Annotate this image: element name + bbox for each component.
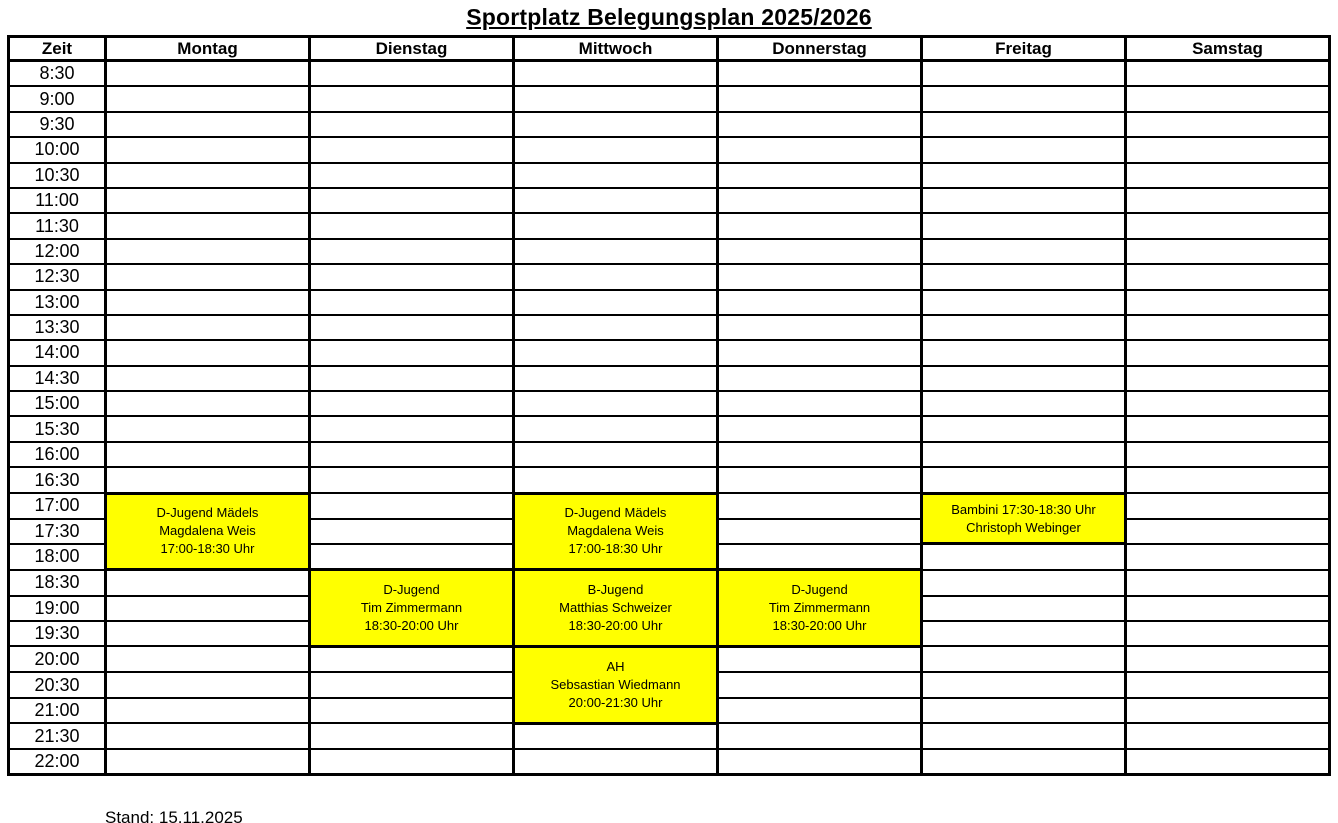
empty-slot-cell (514, 723, 718, 749)
empty-slot-cell (1126, 698, 1330, 723)
header-row (9, 37, 1330, 61)
empty-slot-cell (718, 86, 922, 111)
empty-slot-cell (106, 61, 310, 87)
booking-cell (514, 570, 718, 647)
empty-slot-cell (922, 137, 1126, 162)
empty-slot-cell (718, 544, 922, 570)
empty-slot-cell (106, 646, 310, 672)
time-cell: 9:00 (9, 86, 106, 111)
empty-slot-cell (1126, 646, 1330, 672)
empty-slot-cell (1126, 213, 1330, 238)
time-cell: 20:00 (9, 646, 106, 672)
empty-slot-cell (514, 163, 718, 188)
empty-slot-cell (922, 213, 1126, 238)
empty-slot-cell (106, 467, 310, 493)
time-cell: 16:30 (9, 467, 106, 493)
empty-slot-cell (1126, 672, 1330, 697)
empty-slot-cell (310, 188, 514, 213)
time-cell: 22:00 (9, 749, 106, 775)
empty-slot-cell (922, 570, 1126, 596)
booking-line: Tim Zimmermann (768, 600, 871, 616)
empty-slot-cell (718, 646, 922, 672)
booking-line: Bambini 17:30-18:30 Uhr (951, 501, 1096, 517)
empty-slot-cell (310, 519, 514, 544)
time-cell: 19:30 (9, 621, 106, 646)
time-row (9, 340, 1330, 365)
time-row (9, 391, 1330, 416)
empty-slot-cell (514, 290, 718, 315)
empty-slot-cell (1126, 188, 1330, 213)
empty-slot-cell (514, 239, 718, 264)
time-cell: 12:30 (9, 264, 106, 289)
empty-slot-cell (922, 264, 1126, 289)
booking-line: B-Jugend (587, 582, 644, 598)
empty-slot-cell (1126, 519, 1330, 544)
time-row (9, 137, 1330, 162)
empty-slot-cell (922, 723, 1126, 749)
empty-slot-cell (1126, 366, 1330, 391)
header-cell-zeit: Zeit (9, 37, 106, 61)
empty-slot-cell (310, 698, 514, 723)
time-row (9, 61, 1330, 87)
header-cell-samstag: Samstag (1126, 37, 1330, 61)
empty-slot-cell (718, 188, 922, 213)
empty-slot-cell (514, 416, 718, 441)
empty-slot-cell (922, 61, 1126, 87)
empty-slot-cell (718, 493, 922, 518)
empty-slot-cell (310, 213, 514, 238)
empty-slot-cell (922, 621, 1126, 646)
page-title: Sportplatz Belegungsplan 2025/2026 (466, 4, 872, 30)
booking-line: Magdalena Weis (159, 523, 256, 539)
empty-slot-cell (514, 391, 718, 416)
booking-line: 20:00-21:30 Uhr (568, 694, 663, 710)
empty-slot-cell (718, 391, 922, 416)
empty-slot-cell (1126, 290, 1330, 315)
time-cell: 13:00 (9, 290, 106, 315)
empty-slot-cell (106, 340, 310, 365)
empty-slot-cell (922, 467, 1126, 493)
empty-slot-cell (310, 442, 514, 467)
time-cell: 15:00 (9, 391, 106, 416)
empty-slot-cell (1126, 340, 1330, 365)
empty-slot-cell (922, 544, 1126, 570)
empty-slot-cell (922, 86, 1126, 111)
empty-slot-cell (106, 264, 310, 289)
time-cell: 13:30 (9, 315, 106, 340)
header-cell-donnerstag: Donnerstag (718, 37, 922, 61)
empty-slot-cell (718, 264, 922, 289)
empty-slot-cell (514, 467, 718, 493)
empty-slot-cell (310, 493, 514, 518)
booking-line: 18:30-20:00 Uhr (772, 618, 867, 634)
empty-slot-cell (514, 749, 718, 775)
time-cell: 17:00 (9, 493, 106, 518)
booking-cell (718, 570, 922, 647)
empty-slot-cell (106, 112, 310, 137)
time-row (9, 290, 1330, 315)
empty-slot-cell (718, 163, 922, 188)
empty-slot-cell (1126, 86, 1330, 111)
empty-slot-cell (718, 442, 922, 467)
empty-slot-cell (514, 188, 718, 213)
empty-slot-cell (106, 290, 310, 315)
empty-slot-cell (106, 315, 310, 340)
empty-slot-cell (310, 239, 514, 264)
empty-slot-cell (1126, 163, 1330, 188)
empty-slot-cell (1126, 239, 1330, 264)
empty-slot-cell (514, 86, 718, 111)
empty-slot-cell (922, 366, 1126, 391)
empty-slot-cell (310, 366, 514, 391)
booking-line: 18:30-20:00 Uhr (568, 618, 663, 634)
empty-slot-cell (922, 416, 1126, 441)
empty-slot-cell (106, 213, 310, 238)
empty-slot-cell (310, 391, 514, 416)
empty-slot-cell (1126, 749, 1330, 775)
empty-slot-cell (1126, 137, 1330, 162)
time-cell: 21:30 (9, 723, 106, 749)
empty-slot-cell (718, 672, 922, 697)
time-cell: 12:00 (9, 239, 106, 264)
empty-slot-cell (718, 239, 922, 264)
empty-slot-cell (106, 698, 310, 723)
empty-slot-cell (1126, 416, 1330, 441)
time-cell: 9:30 (9, 112, 106, 137)
time-row (9, 749, 1330, 775)
empty-slot-cell (310, 86, 514, 111)
booking-cell (514, 493, 718, 570)
time-cell: 8:30 (9, 61, 106, 87)
booking-cell (310, 570, 514, 647)
time-row (9, 493, 1330, 518)
empty-slot-cell (106, 239, 310, 264)
empty-slot-cell (514, 366, 718, 391)
time-row (9, 239, 1330, 264)
empty-slot-cell (718, 749, 922, 775)
empty-slot-cell (106, 391, 310, 416)
empty-slot-cell (1126, 112, 1330, 137)
empty-slot-cell (718, 366, 922, 391)
empty-slot-cell (922, 188, 1126, 213)
time-cell: 18:30 (9, 570, 106, 596)
empty-slot-cell (718, 137, 922, 162)
time-cell: 11:00 (9, 188, 106, 213)
empty-slot-cell (922, 698, 1126, 723)
empty-slot-cell (922, 442, 1126, 467)
empty-slot-cell (718, 467, 922, 493)
empty-slot-cell (922, 290, 1126, 315)
empty-slot-cell (310, 544, 514, 570)
time-row (9, 264, 1330, 289)
empty-slot-cell (310, 646, 514, 672)
empty-slot-cell (1126, 264, 1330, 289)
empty-slot-cell (514, 315, 718, 340)
time-cell: 14:00 (9, 340, 106, 365)
time-cell: 10:30 (9, 163, 106, 188)
booking-line: 17:00-18:30 Uhr (160, 541, 255, 557)
empty-slot-cell (310, 137, 514, 162)
booking-line: Tim Zimmermann (360, 600, 463, 616)
empty-slot-cell (1126, 61, 1330, 87)
empty-slot-cell (922, 596, 1126, 621)
empty-slot-cell (106, 596, 310, 621)
empty-slot-cell (310, 749, 514, 775)
empty-slot-cell (718, 340, 922, 365)
empty-slot-cell (1126, 544, 1330, 570)
time-row (9, 315, 1330, 340)
empty-slot-cell (514, 340, 718, 365)
time-row (9, 416, 1330, 441)
empty-slot-cell (922, 112, 1126, 137)
time-cell: 10:00 (9, 137, 106, 162)
booking-line: D-Jugend Mädels (564, 505, 667, 521)
empty-slot-cell (310, 264, 514, 289)
time-cell: 21:00 (9, 698, 106, 723)
empty-slot-cell (106, 137, 310, 162)
time-cell: 11:30 (9, 213, 106, 238)
empty-slot-cell (718, 519, 922, 544)
empty-slot-cell (1126, 570, 1330, 596)
time-row (9, 366, 1330, 391)
header-cell-montag: Montag (106, 37, 310, 61)
empty-slot-cell (310, 290, 514, 315)
schedule-table (7, 35, 1331, 776)
time-row (9, 646, 1330, 672)
empty-slot-cell (106, 621, 310, 646)
schedule-header (9, 37, 1330, 61)
empty-slot-cell (310, 467, 514, 493)
schedule-body (9, 61, 1330, 775)
time-row (9, 188, 1330, 213)
empty-slot-cell (514, 112, 718, 137)
empty-slot-cell (514, 442, 718, 467)
empty-slot-cell (922, 672, 1126, 697)
empty-slot-cell (718, 112, 922, 137)
empty-slot-cell (310, 416, 514, 441)
empty-slot-cell (922, 391, 1126, 416)
empty-slot-cell (922, 163, 1126, 188)
empty-slot-cell (1126, 493, 1330, 518)
empty-slot-cell (106, 442, 310, 467)
booking-line: Magdalena Weis (567, 523, 664, 539)
empty-slot-cell (1126, 315, 1330, 340)
booking-line: AH (606, 658, 625, 674)
empty-slot-cell (718, 290, 922, 315)
empty-slot-cell (718, 698, 922, 723)
booking-line: Sebsastian Wiedmann (550, 676, 681, 692)
time-row (9, 570, 1330, 596)
empty-slot-cell (1126, 391, 1330, 416)
time-cell: 17:30 (9, 519, 106, 544)
empty-slot-cell (310, 723, 514, 749)
booking-line: D-Jugend Mädels (156, 505, 259, 521)
empty-slot-cell (514, 264, 718, 289)
time-row (9, 442, 1330, 467)
empty-slot-cell (718, 315, 922, 340)
booking-line: 17:00-18:30 Uhr (568, 541, 663, 557)
empty-slot-cell (718, 416, 922, 441)
empty-slot-cell (514, 61, 718, 87)
empty-slot-cell (1126, 596, 1330, 621)
empty-slot-cell (106, 749, 310, 775)
header-cell-dienstag: Dienstag (310, 37, 514, 61)
empty-slot-cell (1126, 723, 1330, 749)
booking-cell (922, 493, 1126, 544)
empty-slot-cell (310, 112, 514, 137)
booking-cell (106, 493, 310, 570)
empty-slot-cell (514, 137, 718, 162)
empty-slot-cell (922, 239, 1126, 264)
time-cell: 16:00 (9, 442, 106, 467)
time-cell: 19:00 (9, 596, 106, 621)
empty-slot-cell (1126, 442, 1330, 467)
empty-slot-cell (310, 340, 514, 365)
time-cell: 20:30 (9, 672, 106, 697)
time-cell: 15:30 (9, 416, 106, 441)
empty-slot-cell (922, 646, 1126, 672)
stand-date: Stand: 15.11.2025 (105, 808, 243, 823)
time-row (9, 163, 1330, 188)
time-row (9, 86, 1330, 111)
empty-slot-cell (310, 61, 514, 87)
empty-slot-cell (1126, 621, 1330, 646)
booking-line: D-Jugend (791, 582, 848, 598)
empty-slot-cell (106, 416, 310, 441)
time-cell: 14:30 (9, 366, 106, 391)
header-cell-freitag: Freitag (922, 37, 1126, 61)
booking-cell (514, 646, 718, 723)
time-row (9, 467, 1330, 493)
empty-slot-cell (1126, 467, 1330, 493)
time-cell: 18:00 (9, 544, 106, 570)
empty-slot-cell (922, 749, 1126, 775)
empty-slot-cell (310, 672, 514, 697)
empty-slot-cell (106, 366, 310, 391)
empty-slot-cell (922, 315, 1126, 340)
time-row (9, 723, 1330, 749)
empty-slot-cell (514, 213, 718, 238)
empty-slot-cell (106, 163, 310, 188)
empty-slot-cell (106, 188, 310, 213)
booking-line: 18:30-20:00 Uhr (364, 618, 459, 634)
time-row (9, 112, 1330, 137)
booking-line: Christoph Webinger (966, 519, 1081, 535)
empty-slot-cell (310, 163, 514, 188)
empty-slot-cell (310, 315, 514, 340)
booking-line: Matthias Schweizer (559, 600, 672, 616)
empty-slot-cell (106, 570, 310, 596)
empty-slot-cell (718, 61, 922, 87)
header-cell-mittwoch: Mittwoch (514, 37, 718, 61)
empty-slot-cell (106, 723, 310, 749)
empty-slot-cell (106, 672, 310, 697)
time-row (9, 213, 1330, 238)
empty-slot-cell (106, 86, 310, 111)
empty-slot-cell (718, 723, 922, 749)
empty-slot-cell (922, 340, 1126, 365)
booking-line: D-Jugend (383, 582, 440, 598)
empty-slot-cell (718, 213, 922, 238)
